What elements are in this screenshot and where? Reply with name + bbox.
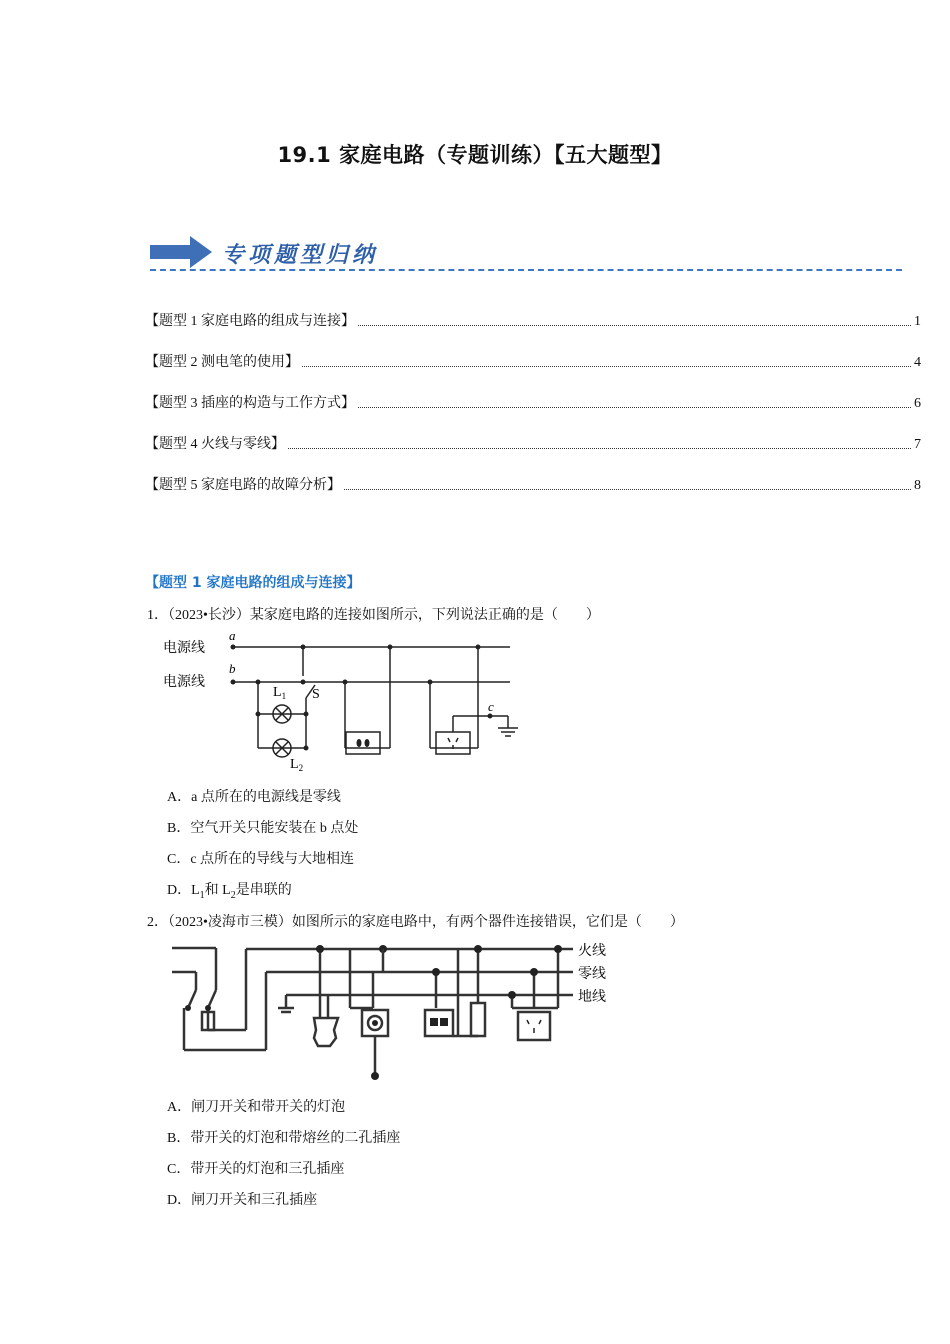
q2-option-d[interactable]: D．闸刀开关和三孔插座 (167, 1193, 318, 1208)
toc-leader (358, 325, 911, 326)
fig1-lamp1-label: $L_1$ (273, 685, 287, 701)
toc-item-label: 【题型 1 家庭电路的组成与连接】 (145, 314, 355, 329)
fig2-label-ground: 地线 (578, 990, 606, 1005)
toc-item-label: 【题型 3 插座的构造与工作方式】 (145, 396, 355, 411)
question-2-stem: 2．（2023•凌海市三模）如图所示的家庭电路中，有两个器件连接错误，它们是（ ） (147, 915, 684, 930)
toc-item[interactable] (145, 390, 921, 412)
circuit-diagram-2 (168, 938, 618, 1086)
toc-leader (344, 489, 911, 490)
fig2-label-live: 火线 (578, 944, 606, 959)
toc-item-page: 1 (914, 314, 921, 329)
fig1-lamp2-label: $L_2$ (290, 757, 304, 773)
q2-option-a[interactable]: A．闸刀开关和带开关的灯泡 (167, 1100, 346, 1115)
toc-item-label: 【题型 5 家庭电路的故障分析】 (145, 478, 341, 493)
toc-leader (302, 366, 911, 367)
fig1-switch-label: S (312, 687, 320, 702)
toc-item-label: 【题型 4 火线与零线】 (145, 437, 285, 452)
section-heading: 【题型 1 家庭电路的组成与连接】 (145, 575, 361, 591)
fig1-label-line2: 电源线 (163, 675, 205, 690)
fig1-point-a: a (229, 628, 236, 643)
page-title: 19.1 家庭电路（专题训练）【五大题型】 (277, 143, 673, 167)
q1-option-a[interactable]: A．a 点所在的电源线是零线 (167, 790, 341, 805)
q2-option-b[interactable]: B．带开关的灯泡和带熔丝的二孔插座 (167, 1131, 401, 1146)
toc-leader (358, 407, 911, 408)
toc-item-page: 8 (914, 478, 921, 493)
toc-item-page: 6 (914, 396, 921, 411)
toc-item[interactable] (145, 308, 921, 330)
arrow-right-icon (150, 236, 220, 268)
q2-option-c[interactable]: C．带开关的灯泡和三孔插座 (167, 1162, 345, 1177)
toc-item-page: 4 (914, 355, 921, 370)
toc-item[interactable] (145, 472, 921, 494)
fig1-label-line1: 电源线 (163, 641, 205, 656)
fig2-label-neutral: 零线 (578, 967, 606, 982)
q1-option-d[interactable]: D．$L_1$和 $L_2$是串联的 (167, 883, 292, 901)
fig1-point-c: c (488, 699, 494, 714)
banner-divider (150, 269, 902, 271)
question-1-stem: 1．（2023•长沙）某家庭电路的连接如图所示，下列说法正确的是（ ） (147, 608, 600, 623)
section-banner (150, 236, 902, 276)
toc-item[interactable] (145, 349, 921, 371)
circuit-diagram-1 (160, 628, 530, 778)
fig1-point-b: b (229, 661, 236, 676)
toc-item-page: 7 (914, 437, 921, 452)
toc-item[interactable] (145, 431, 921, 453)
toc-item-label: 【题型 2 测电笔的使用】 (145, 355, 299, 370)
toc-leader (288, 448, 911, 449)
banner-heading: 专项题型归纳 (222, 243, 379, 268)
q1-option-b[interactable]: B．空气开关只能安装在 b 点处 (167, 821, 359, 836)
q1-option-c[interactable]: C．c 点所在的导线与大地相连 (167, 852, 355, 867)
